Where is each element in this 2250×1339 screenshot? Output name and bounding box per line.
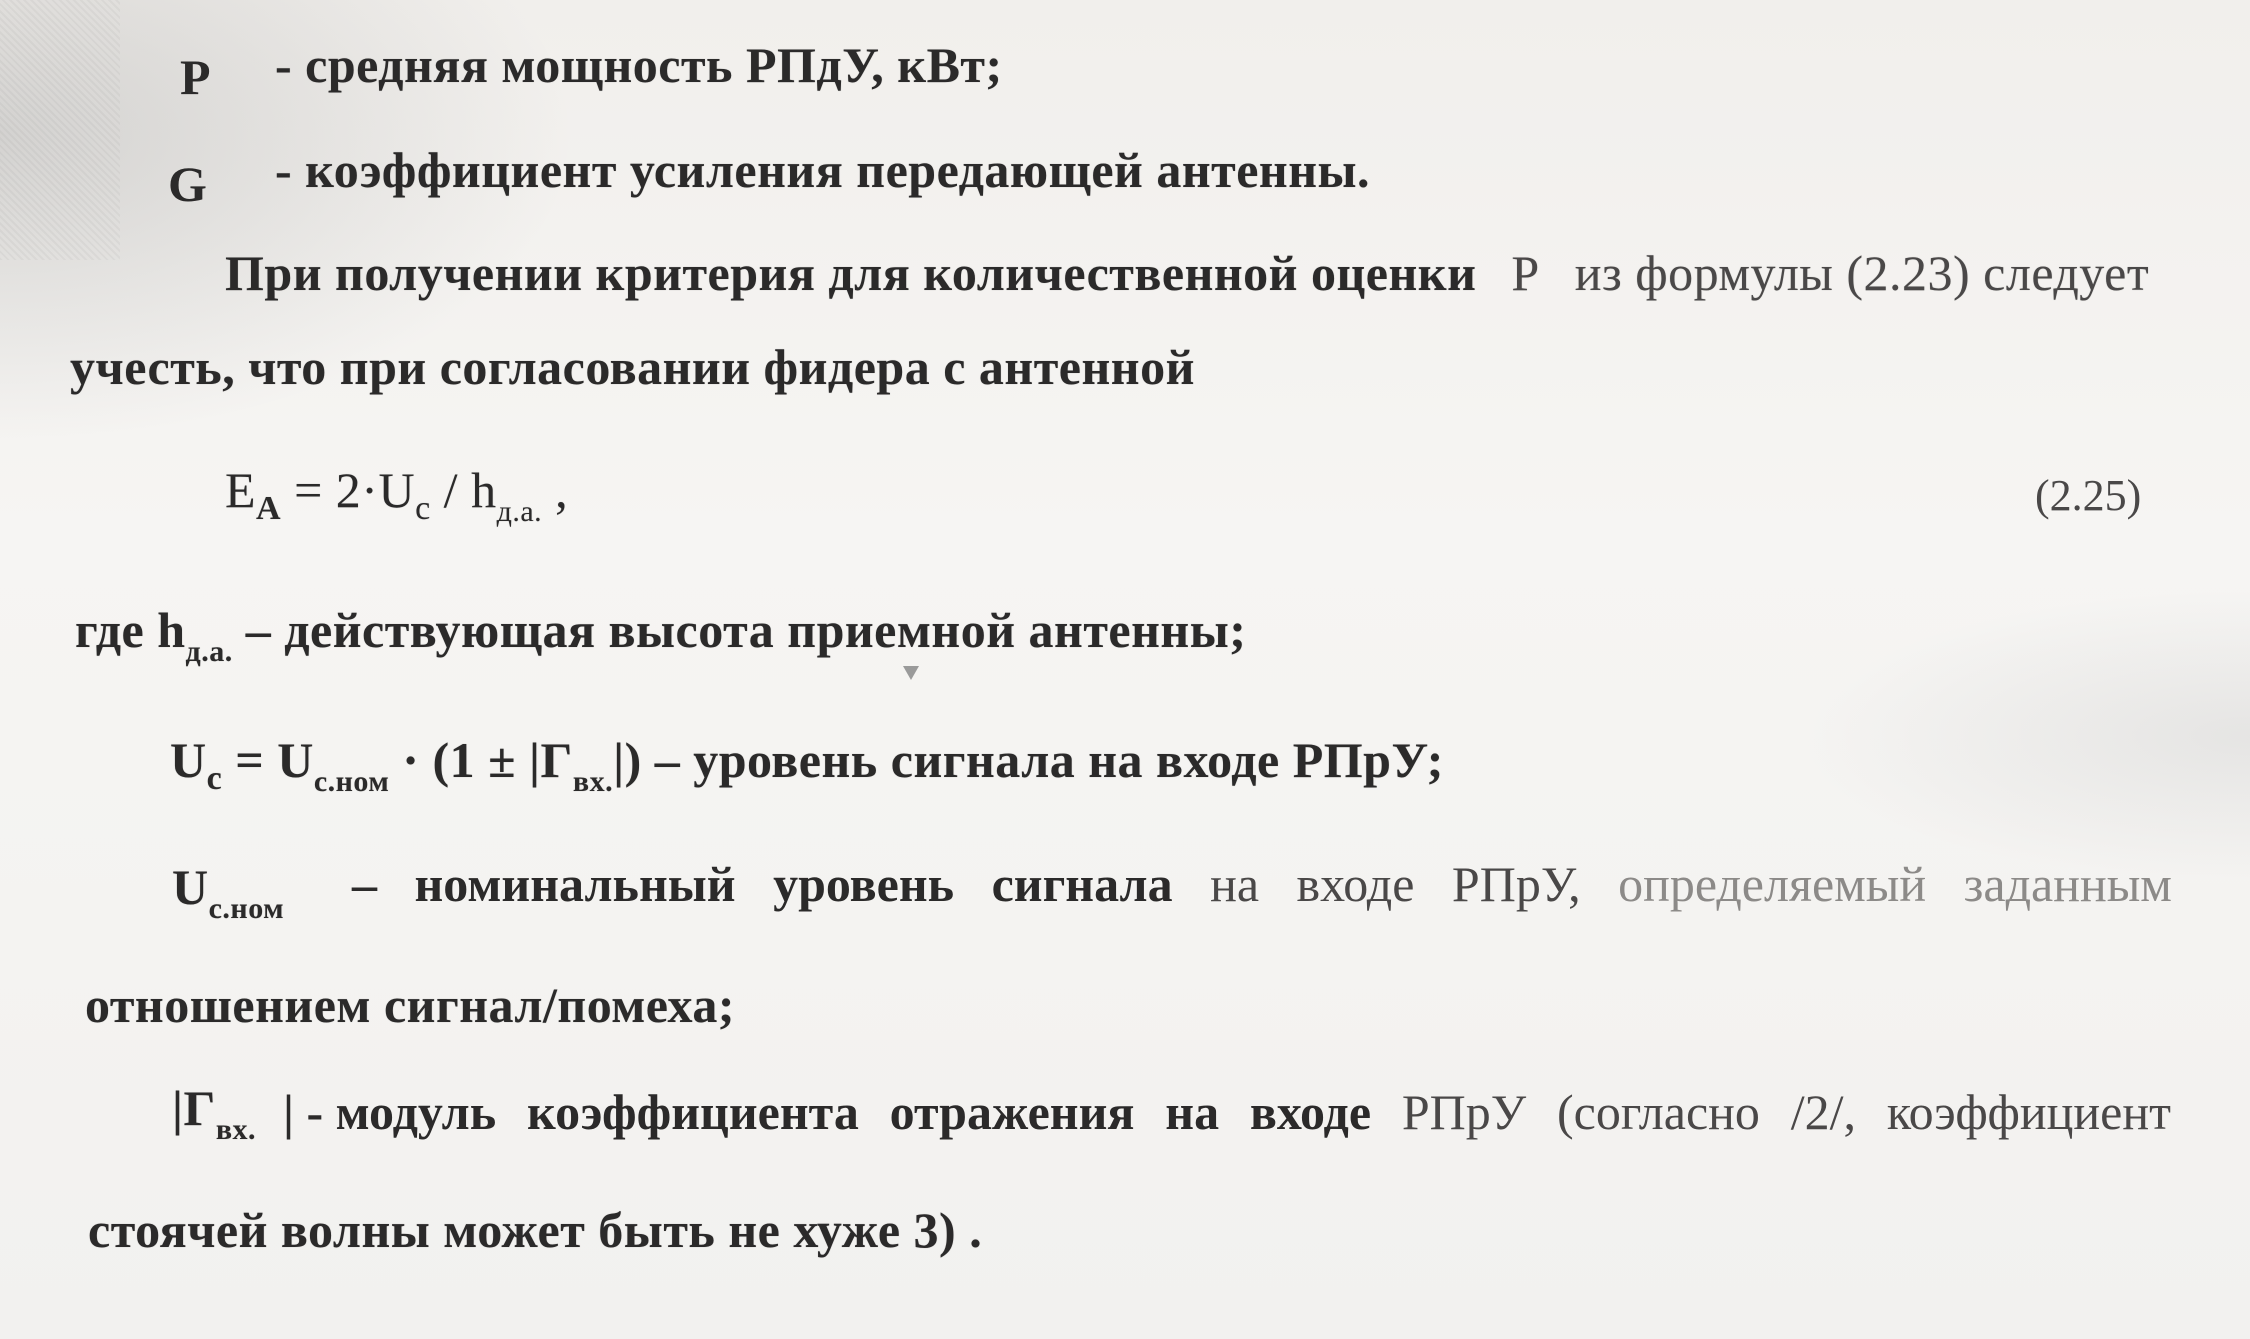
ucnom-word: на — [1210, 856, 1260, 912]
gamma-word: отражения — [889, 1084, 1135, 1140]
eq-mid: = 2·U — [281, 462, 416, 518]
g-description: - коэффициент усиления передающей антенны. — [275, 142, 1371, 198]
paragraph-1-line-2: учесть, что при согласовании фидера с антенной — [70, 339, 1195, 395]
gamma-word: входе — [1249, 1084, 1372, 1140]
ucnom-word: – — [352, 856, 377, 912]
equation-2-25 — [225, 462, 569, 528]
eq-slash: / h — [430, 462, 497, 518]
ucnom-word: входе — [1296, 856, 1415, 912]
ucnom-word: номинальный — [414, 856, 736, 912]
eq-end: , — [542, 462, 569, 518]
para1-symbol-p: P — [1511, 245, 1540, 301]
ucnom-word: определяемый — [1618, 856, 1927, 912]
scan-noise — [0, 0, 120, 260]
gamma-definition-line — [283, 1083, 2171, 1141]
paragraph-1-line-1 — [225, 245, 2150, 301]
eq-e-sub: A — [256, 490, 282, 527]
symbol-p: P — [180, 49, 211, 105]
where-text-b: – действующая высота приемной антенны; — [232, 602, 1247, 658]
uc-desc: |) – уровень сигнала на входе РПрУ; — [613, 732, 1444, 788]
gamma-word: коэффициент — [1886, 1084, 2171, 1140]
ucnom-symbol — [172, 859, 285, 925]
gamma-word: /2/, — [1790, 1084, 1857, 1140]
uc-u: U — [170, 732, 207, 788]
gamma-word: коэффициента — [526, 1084, 859, 1140]
ucnom-continuation: отношением сигнал/помеха; — [85, 977, 735, 1033]
eq-e: E — [225, 462, 257, 518]
gamma-g: |Γ — [172, 1080, 216, 1136]
symbol-g: G — [168, 156, 207, 212]
ucnom-definition-line — [352, 855, 2172, 913]
uc-sub-vx: вх. — [572, 765, 614, 798]
where-line — [75, 602, 1247, 668]
gamma-word: | - модуль — [283, 1084, 497, 1140]
ucnom-sub: с.ном — [208, 892, 285, 925]
equation-number: (2.25) — [2035, 471, 2142, 520]
where-text-a: где h — [75, 602, 186, 658]
ucnom-word: сигнала — [991, 856, 1173, 912]
ucnom-word: уровень — [773, 856, 955, 912]
gamma-symbol — [172, 1080, 257, 1146]
para1-text-b: из формулы (2.23) следует — [1574, 245, 2150, 301]
gamma-continuation: стоячей волны может быть не хуже 3) . — [88, 1202, 983, 1258]
p-description: - средняя мощность РПдУ, кВт; — [275, 37, 1003, 93]
eq-h-sub: д.а. — [496, 495, 543, 528]
uc-sub-c: c — [206, 760, 223, 797]
uc-sub-nom: с.ном — [313, 765, 390, 798]
ucnom-word: РПрУ, — [1451, 856, 1581, 912]
uc-eq: = U — [222, 732, 314, 788]
eq-uc-sub: c — [415, 490, 431, 527]
para1-text-a: При получении критерия для количественной оценки — [225, 245, 1477, 301]
where-sub: д.а. — [185, 635, 233, 668]
uc-definition — [170, 732, 1444, 798]
gamma-sub: вх. — [215, 1113, 257, 1146]
down-triangle-icon — [903, 666, 919, 680]
ucnom-word: заданным — [1963, 856, 2172, 912]
gamma-word: (согласно — [1557, 1084, 1760, 1140]
ucnom-u: U — [172, 859, 209, 915]
uc-factor: · (1 ± |Γ — [389, 732, 573, 788]
gamma-word: на — [1165, 1084, 1220, 1140]
gamma-word: РПрУ — [1401, 1084, 1527, 1140]
